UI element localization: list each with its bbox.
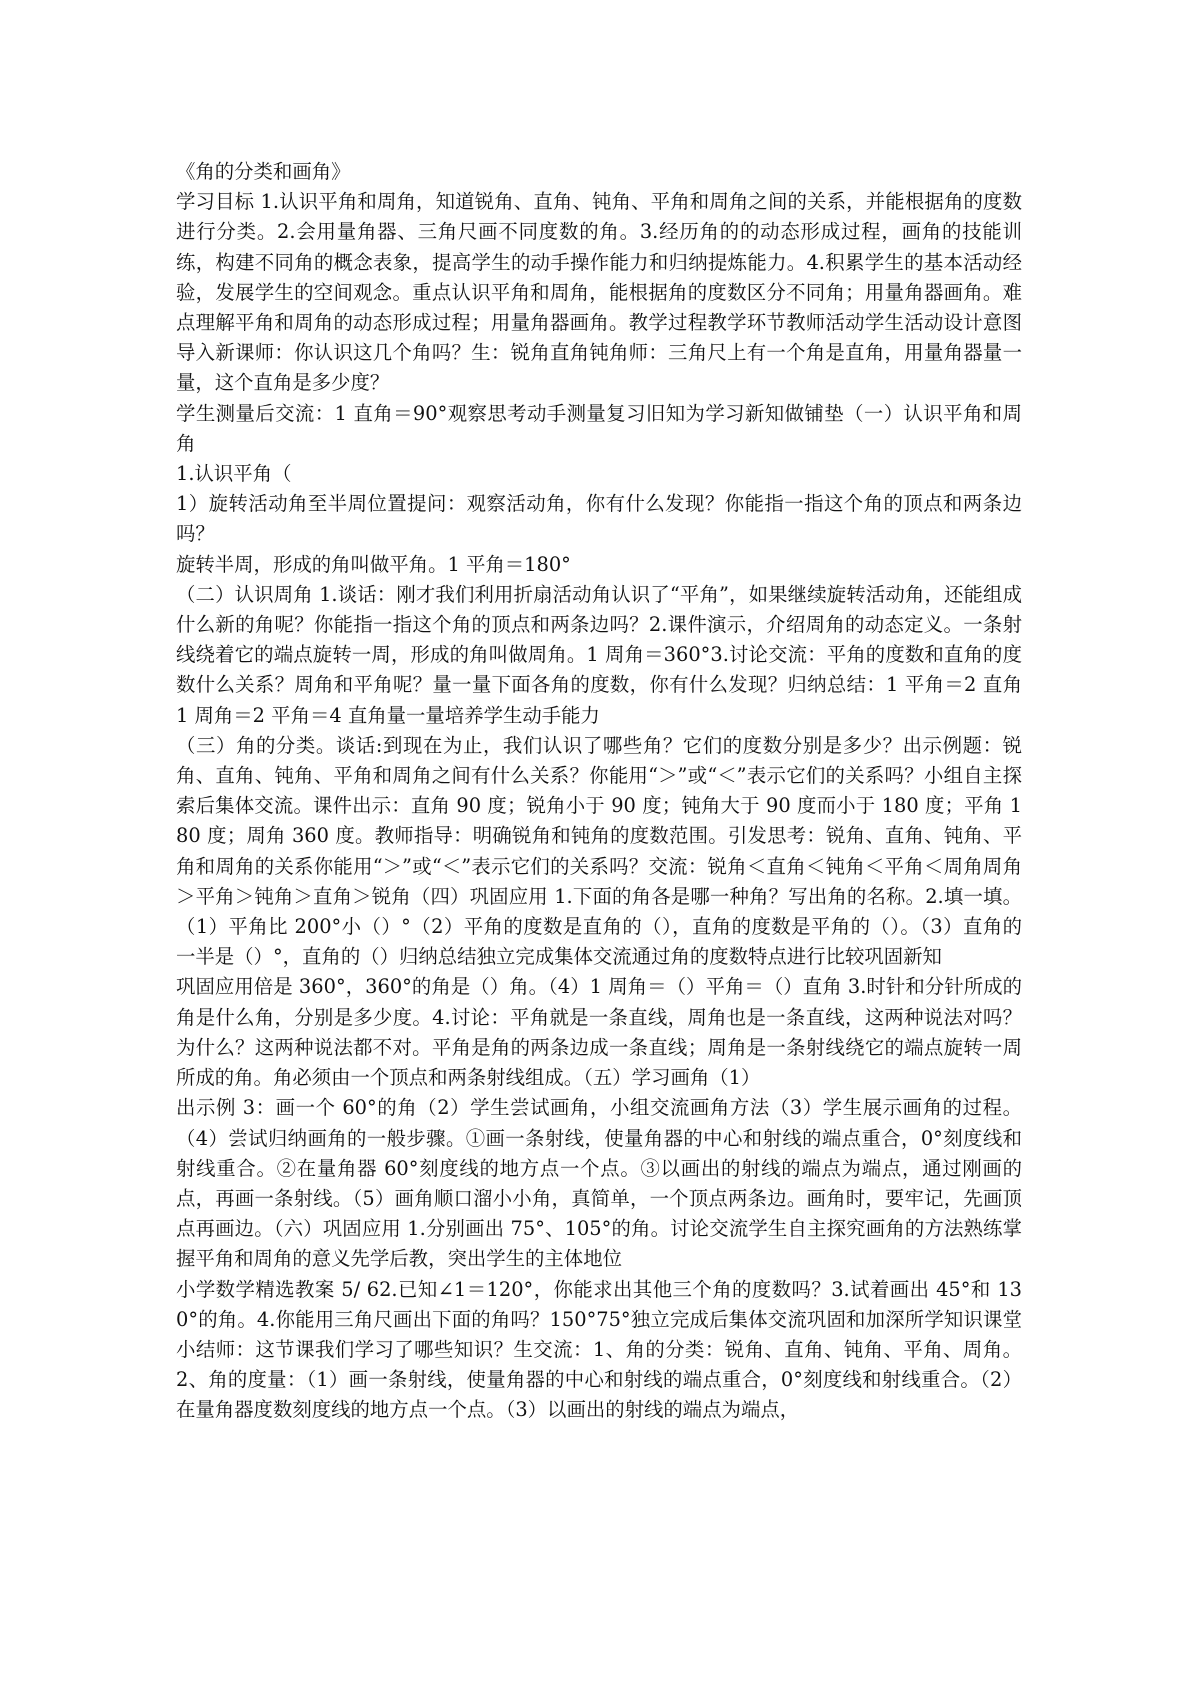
paragraph-straight-angle-definition: 旋转半周，形成的角叫做平角。1 平角＝180°: [176, 552, 571, 576]
paragraph-full-angle: （二）认识周角 1.谈话：刚才我们利用折扇活动角认识了“平角”，如果继续旋转活动角，还能组成什么新的角呢？你能指一指这个角的顶点和两条边吗？2.课件演示，介绍周角的动态定义。一条射线绕着它的端点旋转一周，形成的角叫做周角。1 周角＝360°3.讨论交流：平角的度数和直角的度数什么关系？周角和平角呢？量一量下面各角的度数，你有什么发现？归纳总结：1 平角＝2 直角 1 周角＝2 平角＝4 直角量一量培养学生动手能力: [176, 582, 1022, 727]
paragraph-consolidation: 巩固应用倍是 360°，360°的角是（）角。（4）1 周角＝（）平角＝（）直角 3.时针和分针所成的角是什么角，分别是多少度。4.讨论：平角就是一条直线，周角也是一条直线，这两种说法对吗？为什么？这两种说法都不对。平角是角的两条边成一条直线；周角是一条射线绕它的端点旋转一周所成的角。角必须由一个顶点和两条射线组成。（五）学习画角（1）: [176, 975, 1022, 1090]
paragraph-straight-angle-heading: 1.认识平角（: [176, 462, 292, 486]
paragraph-drawing-angles: 出示例 3：画一个 60°的角（2）学生尝试画角，小组交流画角方法（3）学生展示画角的过程。（4）尝试归纳画角的一般步骤。①画一条射线，使量角器的中心和射线的端点重合，0°刻度线和射线重合。②在量角器 60°刻度线的地方点一个点。③以画出的射线的端点为端点，通过刚画的点，再画一条射线。（5）画角顺口溜小小角，真简单，一个顶点两条边。画角时，要牢记，先画顶点再画边。（六）巩固应用 1.分别画出 75°、105°的角。讨论交流学生自主探究画角的方法熟练掌握平角和周角的意义先学后教，突出学生的主体地位: [176, 1096, 1022, 1271]
paragraph-rotate-half-turn: 1）旋转活动角至半周位置提问：观察活动角，你有什么发现？你能指一指这个角的顶点和两条边吗？: [176, 492, 1022, 546]
paragraph-angle-classification: （三）角的分类。谈话:到现在为止，我们认识了哪些角？它们的度数分别是多少？出示例题：锐角、直角、钝角、平角和周角之间有什么关系？你能用“＞”或“＜”表示它们的关系吗？小组自主探索后集体交流。课件出示：直角 90 度；锐角小于 90 度；钝角大于 90 度而小于 180 度；平角 180 度；周角 360 度。教师指导：明确锐角和钝角的度数范围。引发思考：锐角、直角、钝角、平角和周角的关系你能用“＞”或“＜”表示它们的关系吗？交流：锐角＜直角＜钝角＜平角＜周角周角＞平角＞钝角＞直角＞锐角（四）巩固应用 1.下面的角各是哪一种角？写出角的名称。2.填一填。（1）平角比 200°小（）°（2）平角的度数是直角的（），直角的度数是平角的（）。（3）直角的一半是（）°，直角的（）归纳总结独立完成集体交流通过角的度数特点进行比较巩固新知: [176, 733, 1022, 969]
paragraph-measurement-exchange: 学生测量后交流：1 直角＝90°观察思考动手测量复习旧知为学习新知做铺垫（一）认识平角和周角: [176, 401, 1022, 455]
paragraph-learning-objectives: 学习目标 1.认识平角和周角，知道锐角、直角、钝角、平角和周角之间的关系，并能根据角的度数进行分类。2.会用量角器、三角尺画不同度数的角。3.经历角的的动态形成过程，画角的技能训练，构建不同角的概念表象，提高学生的动手操作能力和归纳提炼能力。4.积累学生的基本活动经验，发展学生的空间观念。重点认识平角和周角，能根据角的度数区分不同角；用量角器画角。难点理解平角和周角的动态形成过程；用量角器画角。教学过程教学环节教师活动学生活动设计意图导入新课师：你认识这几个角吗？生：锐角直角钝角师：三角尺上有一个角是直角，用量角器量一量，这个直角是多少度？: [176, 190, 1022, 395]
paragraph-summary: 小学数学精选教案 5/ 62.已知∠1＝120°，你能求出其他三个角的度数吗？3.试着画出 45°和 130°的角。4.你能用三角尺画出下面的角吗？150°75°独立完成后集体交流巩固和加深所学知识课堂小结师：这节课我们学习了哪些知识？生交流：1、角的分类：锐角、直角、钝角、平角、周角。2、角的度量：（1）画一条射线，使量角器的中心和射线的端点重合，0°刻度线和射线重合。（2）在量角器度数刻度线的地方点一个点。（3）以画出的射线的端点为端点，: [176, 1277, 1022, 1422]
document-title: 《角的分类和画角》: [176, 160, 351, 183]
document-body: [176, 157, 1022, 1426]
